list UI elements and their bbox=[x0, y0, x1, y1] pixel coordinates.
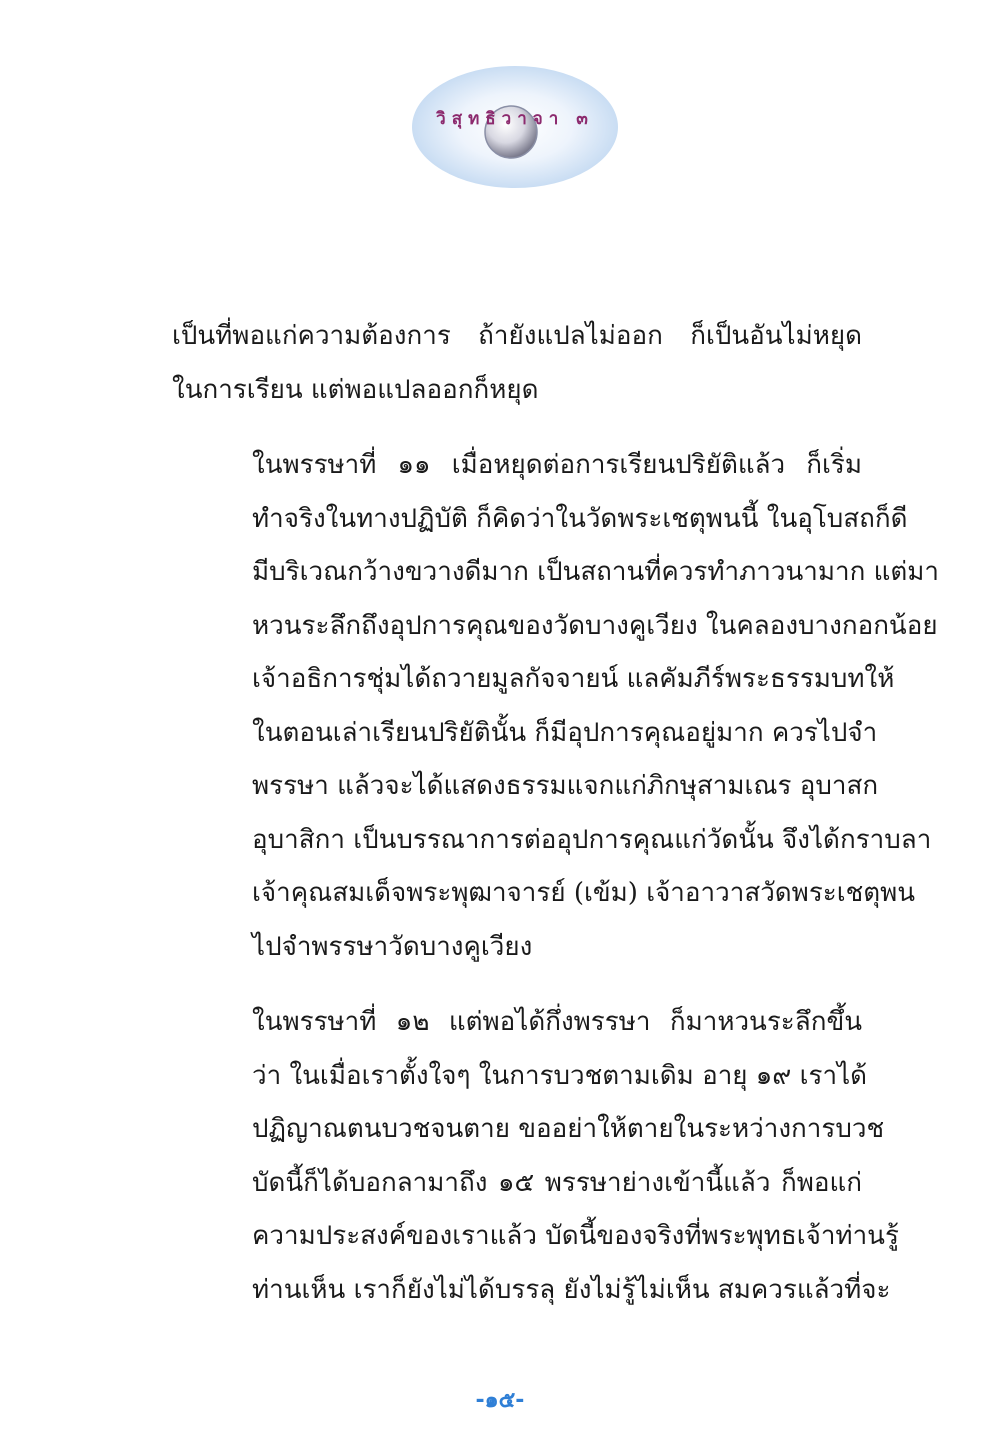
text-line: ท่านเห็น เราก็ยังไม่ได้บรรลุ ยังไม่รู้ไม่เห็น สมควรแล้วที่จะ bbox=[252, 1274, 891, 1305]
text-line: ในการเรียน แต่พอแปลออกก็หยุด bbox=[172, 374, 539, 405]
text-line: พรรษา แล้วจะได้แสดงธรรมแจกแก่ภิกษุสามเณร อุบาสก bbox=[252, 771, 879, 801]
text-line: หวนระลึกถึงอุปการคุณของวัดบางคูเวียง ในคลองบางกอกน้อย bbox=[252, 610, 938, 641]
logo-title: วิสุทธิวาจา ๓ bbox=[436, 109, 594, 129]
header-logo bbox=[410, 64, 620, 190]
page-number: -๑๕- bbox=[475, 1388, 525, 1413]
paragraph bbox=[172, 996, 899, 1317]
text-line: ไปจำพรรษาวัดบางคูเวียง bbox=[252, 931, 533, 962]
header-logo-graphic bbox=[410, 64, 620, 190]
text-line: ปฏิญาณตนบวชจนตาย ขออย่าให้ตายในระหว่างการบวช bbox=[252, 1114, 885, 1144]
text-line: ทำจริงในทางปฏิบัติ ก็คิดว่าในวัดพระเชตุพนนี้ ในอุโบสถก็ดี bbox=[252, 503, 908, 534]
text-line: เจ้าคุณสมเด็จพระพุฒาจารย์ (เข้ม) เจ้าอาวาสวัดพระเชตุพน bbox=[252, 878, 916, 908]
text-line: ว่า ในเมื่อเราตั้งใจๆ ในการบวชตามเดิม อายุ ๑๙ เราได้ bbox=[252, 1060, 868, 1091]
text-line: ในตอนเล่าเรียนปริยัตินั้น ก็มีอุปการคุณอยู่มาก ควรไปจำ bbox=[252, 717, 878, 748]
text-line: บัดนี้ก็ได้บอกลามาถึง ๑๕ พรรษาย่างเข้านี้แล้ว ก็พอแก่ bbox=[252, 1167, 862, 1198]
text-line: เป็นที่พอแก่ความต้องการ ถ้ายังแปลไม่ออก ก็เป็นอันไม่หยุด bbox=[172, 321, 862, 351]
paragraph bbox=[172, 439, 939, 974]
text-line: เจ้าอธิการชุ่มได้ถวายมูลกัจจายน์ แลคัมภีร์พระธรรมบทให้ bbox=[252, 664, 895, 694]
paragraph bbox=[172, 310, 862, 417]
text-line: ความประสงค์ของเราแล้ว บัดนี้ของจริงที่พระพุทธเจ้าท่านรู้ bbox=[252, 1221, 899, 1251]
text-line: อุบาสิกา เป็นบรรณาการต่ออุปการคุณแก่วัดนั้น จึงได้กราบลา bbox=[252, 824, 932, 855]
text-line: ในพรรษาที่ ๑๑ เมื่อหยุดต่อการเรียนปริยัติแล้ว ก็เริ่ม bbox=[252, 450, 862, 480]
text-line: ในพรรษาที่ ๑๒ แต่พอได้กึ่งพรรษา ก็มาหวนระลึกขึ้น bbox=[252, 1007, 862, 1037]
text-line: มีบริเวณกว้างขวางดีมาก เป็นสถานที่ควรทำภาวนามาก แต่มา bbox=[252, 557, 939, 587]
body-text bbox=[172, 310, 939, 1317]
